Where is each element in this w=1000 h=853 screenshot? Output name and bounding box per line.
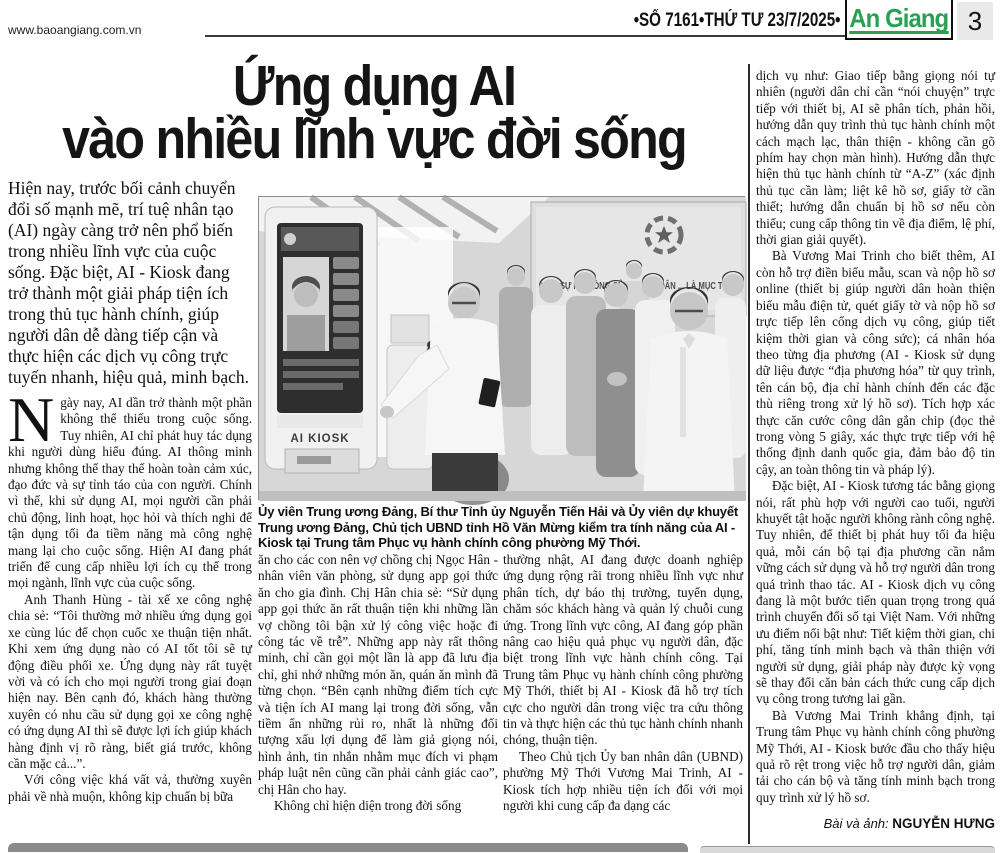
paragraph: ăn cho các con nên vợ chồng chị Ngọc Hân - nhân viên văn phòng, sử dụng app gọi thức ăn cho gia đình. Chị Hân chia sẻ: “Sử dụng app gọi thức ăn rất thuận tiện khi những lần vợ chồng tôi bận xử lý công việc hoặc đi công tác về trễ”. Những app này rất thông minh, chỉ cần gọi một lần là app đã lưu địa chỉ, ghi nhớ những món ăn, quán ăn mình đã từng chọn. “Bên cạnh những điểm tích cực và tiện ích AI mang lại trong đời sống, vẫn tiềm ẩn những rủi ro, nhất là những đối tượng xấu lợi dụng để làm giả giọng nói, hình ảnh, tin nhắn nhằm mục đích vi phạm pháp luật nên cũng cần phải cảnh giác cao”, chị Hân cho hay. (258, 552, 498, 797)
article-headline (0, 54, 748, 171)
headline-line-1: Ứng dụng AI (232, 54, 516, 118)
headline-line-2: vào nhiều lĩnh vực đời sống (62, 107, 686, 171)
floor (259, 491, 746, 501)
page-number: 3 (967, 5, 983, 36)
header-rule (205, 35, 845, 37)
kiosk-label: AI KIOSK (290, 433, 350, 445)
paragraph: Đặc biệt, AI - Kiosk tương tác bằng giọng nói, rất phù hợp với người cao tuổi, người khuyết tật hoặc người không rành công nghệ. Tuy nhiên, để thiết bị phát huy tối đa hiệu quả, mỗi cán bộ tại địa phương cần nắm vững cách sử dụng và hỗ trợ người dân trong quá trình thao tác. AI - Kiosk dịch vụ công đang là một bước tiến quan trọng trong quá trình chuyển đổi số tại Việt Nam. Với những ưu điểm nổi bật như: Tiết kiệm thời gian, chi phí, tăng tính minh bạch và thân thiện với người sử dụng, giải pháp này được kỳ vọng sẽ thay đổi căn bản cách thức cung cấp dịch vụ công trong tương lai gần. (756, 478, 995, 707)
paragraph: Anh Thanh Hùng - tài xế xe công nghệ chia sẻ: “Tôi thường mở nhiều ứng dụng gọi xe cùng lúc để chọn cuốc xe thuận tiện nhất. Khi xem ứng dụng nào có AI tốt tôi sẽ tự động điều phối xe. Ứng dụng này rất tuyệt vời và có ích cho mọi người trong giai đoạn hiện nay. Bên cạnh đó, khách hàng thường xuyên có nhu cầu sử dụng gọi xe công nghệ có ứng dụng AI thì sẽ được lợi ích giúp khách hàng định vị rõ ràng, biết giá trước, không cần mặc cả...”. (8, 591, 252, 771)
banner-slogan-text: “LẤY SỰ HÀI LÒNG CỦA NGƯỜI DÂN ... LÀ MỤC TIÊU” (539, 280, 816, 292)
paragraph (8, 384, 252, 592)
site-url: www.baoangiang.com.vn (8, 23, 142, 37)
next-section-bar-left (8, 843, 688, 852)
paragraph: Không chỉ hiện diện trong đời sống (274, 798, 462, 814)
byline-author: NGUYỄN HƯNG (892, 816, 995, 831)
issue-info: •SỐ 7161•THỨ TƯ 23/7/2025• (633, 10, 840, 31)
byline-label: Bài và ảnh: (823, 816, 889, 831)
column-1 (8, 178, 252, 842)
photo-illustration (259, 197, 816, 501)
paragraph: Bà Vương Mai Trinh cho biết thêm, AI còn hỗ trợ điền biểu mẫu, scan và nộp hồ sơ online (thiết bị giúp người dân hoàn thiện biểu mẫu điện tử, quét giấy tờ và nộp hồ sơ trực tiếp lên cổng dịch vụ công, giúp tiết kiệm thời gian và công sức); cá nhân hóa theo từng địa phương (AI - Kiosk sử dụng dữ liệu được “địa phương hóa” từ quy trình, tên cán bộ, địa chỉ hành chính đến các đặc thù riêng trong xử lý hồ sơ). Tích hợp xác thực căn cước công dân gắn chip (đọc thẻ trong vòng 5 giây, xác thực trực tiếp với hệ thống định danh quốc gia, đảm bảo độ tin cậy, an toàn thông tin và pháp lý). (756, 248, 995, 477)
paragraph: thường nhật, AI đang được doanh nghiệp ứng dụng rộng rãi trong nhiều lĩnh vực như phân tích, dự báo thị trường, tuyển dụng, chăm sóc khách hàng và quản lý chuỗi cung ứng. Trong lĩnh vực công, AI đang góp phần nâng cao hiệu quả phục vụ người dân, đặc biệt trong lĩnh vực hành chính công. Tại Trung tâm Phục vụ hành chính công phường Mỹ Thới, thiết bị AI - Kiosk đã hỗ trợ tích cực cho người dân trong việc tra cứu thông tin và thực hiện các thủ tục hành chính nhanh chóng, thuận tiện. (503, 552, 743, 748)
article-photo (258, 196, 816, 500)
page-number-badge (957, 2, 993, 40)
masthead-wordmark: An Giang (849, 3, 949, 33)
drop-cap: N (8, 384, 55, 455)
photo-caption: Ủy viên Trung ương Đảng, Bí thư Tỉnh ủy Nguyễn Tiến Hải và Ủy viên dự khuyết Trung ương Đảng, Chủ tịch UBND tỉnh Hồ Văn Mừng kiểm tra tính năng của AI - Kiosk tại Trung tâm Phục vụ hành chính công phường Mỹ Thới. (258, 504, 738, 550)
ai-kiosk (265, 207, 377, 473)
paragraph: Bà Vương Mai Trinh khẳng định, tại Trung tâm Phục vụ hành chính công phường Mỹ Thới, AI - Kiosk bước đầu cho thấy hiệu quả rõ rệt trong việc hỗ trợ người dân, giảm tải cho cán bộ và tăng tính minh bạch trong quy trình xử lý hồ sơ. (756, 707, 995, 805)
pointing-hand (380, 406, 394, 418)
column-3 (503, 552, 743, 840)
column-divider-rule (748, 64, 750, 844)
next-section-bar-right (700, 846, 995, 853)
article-intro: Hiện nay, trước bối cảnh chuyển đổi số mạnh mẽ, trí tuệ nhân tạo (AI) ngày càng trở nên phổ biến trong nhiều lĩnh vực của cuộc sống. Đặc biệt, AI - Kiosk đang trở thành một giải pháp tiện ích trong thủ tục hành chính, giúp người dân dễ dàng tiếp cận và thực hiện các dịch vụ công trực tuyến nhanh, hiệu quả, minh bạch. (8, 178, 250, 387)
paragraph-text: gày nay, AI dần trở thành một phần không thể thiếu trong cuộc sống. Tuy nhiên, AI chỉ phát huy tác dụng khi người dùng hiểu đúng. AI thông minh nhưng không thể thay thế hoàn toàn cảm xúc, đạo đức và sự tỉnh táo của con người. Chính vì thế, khi sử dụng AI, mọi người cần phải chủ động, linh hoạt, học hỏi và thích nghi để tận dụng tối đa tiềm năng mà công nghệ mang lại cho cuộc sống. Hiện AI đang phát triển để cung cấp nhiều lợi ích cụ thể trong mọi ngành, lĩnh vực của cuộc sống. (8, 395, 252, 591)
column-4 (756, 68, 995, 816)
column-2 (258, 552, 498, 840)
masthead-logo (845, 0, 953, 40)
byline (752, 816, 995, 831)
paragraph: Với công việc khá vất vả, thường xuyên phải về nhà muộn, không kịp chuẩn bị bữa (8, 772, 252, 804)
paragraph: dịch vụ như: Giao tiếp bằng giọng nói tự nhiên (người dân chỉ cần “nói chuyện” trực tiếp với thiết bị, AI sẽ phân tích, phản hồi, hướng dẫn quy trình thủ tục hành chính một cách mạch lạc, thân thiện - không cần gõ phím hay chọn màn hình). Hướng dẫn thực hiện thủ tục hành chính từ “A-Z” (xác định thủ tục cần làm; liệt kê hồ sơ, giấy tờ cần thiết; hướng dẫn chuẩn bị hồ sơ nếu còn thiếu; cung cấp thông tin về địa điểm, lệ phí, thời gian giải quyết). (756, 68, 995, 248)
paragraph: Theo Chủ tịch Ủy ban nhân dân (UBND) phường Mỹ Thới Vương Mai Trinh, AI - Kiosk tích hợp nhiều tiện ích đối với mọi người khi cung cấp đa dạng các (503, 748, 743, 814)
